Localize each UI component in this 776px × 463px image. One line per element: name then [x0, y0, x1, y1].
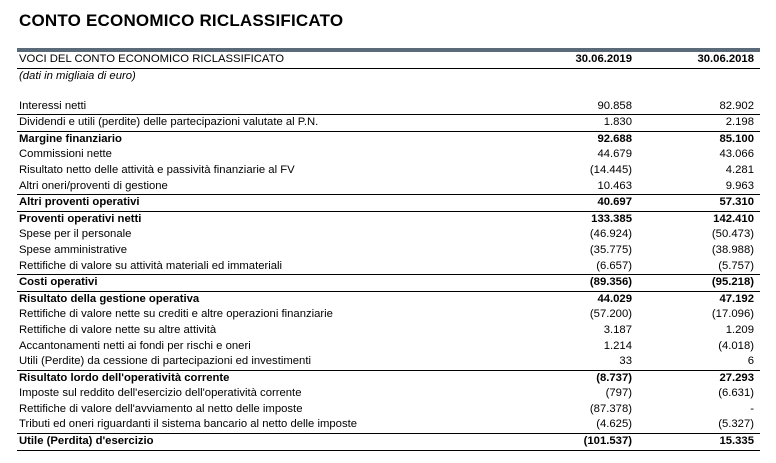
row-label: Rettifiche di valore su attività materiali ed immateriali	[19, 259, 283, 272]
row-value-2019: (101.537)	[583, 435, 632, 448]
table-row	[17, 417, 760, 434]
row-label: Spese per il personale	[19, 228, 132, 241]
table-row-total	[17, 195, 760, 212]
row-value-2018: 1.209	[725, 323, 754, 336]
row-label: Commissioni nette	[19, 148, 112, 161]
row-label: Imposte sul reddito dell'esercizio dell'operatività corrente	[19, 387, 302, 400]
row-value-2019: (57.200)	[589, 308, 632, 321]
row-value-2019: (6.657)	[596, 259, 632, 272]
row-value-2018: 47.192	[719, 292, 754, 305]
row-value-2019: 1.214	[603, 339, 632, 352]
row-value-2018: (38.988)	[711, 243, 754, 256]
row-label: Rettifiche di valore dell'avviamento al netto delle imposte	[19, 402, 303, 415]
table-row	[17, 307, 760, 323]
row-value-2019: 90.858	[597, 99, 632, 112]
table-row	[17, 339, 760, 355]
table-row	[17, 179, 760, 196]
row-value-2018: 4.281	[725, 163, 754, 176]
row-label: Rettifiche di valore nette su crediti e altre operazioni finanziarie	[19, 308, 333, 321]
row-label: Proventi operativi netti	[19, 212, 142, 225]
row-label: Spese amministrative	[19, 243, 127, 256]
table-row	[17, 323, 760, 339]
row-value-2019: (35.775)	[589, 243, 632, 256]
row-value-2018: 6	[747, 355, 754, 368]
header-col-2018: 30.06.2018	[697, 53, 754, 65]
row-label: Risultato della gestione operativa	[19, 292, 200, 305]
row-value-2019: (46.924)	[589, 228, 632, 241]
row-label: Risultato lordo dell'operatività corrente	[19, 371, 230, 384]
table-row-total	[17, 292, 760, 308]
row-value-2018: (6.631)	[718, 387, 754, 400]
row-value-2019: 33	[619, 355, 632, 368]
row-label: Altri proventi operativi	[19, 196, 140, 209]
row-value-2018: (4.018)	[718, 339, 754, 352]
row-label: Rettifiche di valore nette su altre attività	[19, 323, 217, 336]
row-label: Altri oneri/proventi di gestione	[19, 179, 168, 192]
row-label: Interessi netti	[19, 99, 87, 112]
table-row	[17, 386, 760, 402]
unit-note-row	[17, 69, 760, 83]
row-value-2019: (8.737)	[596, 371, 632, 384]
row-value-2019: (797)	[605, 387, 632, 400]
row-value-2019: (4.625)	[596, 418, 632, 431]
table-row-total	[17, 434, 760, 451]
row-value-2018: (5.327)	[718, 418, 754, 431]
table-row	[17, 259, 760, 276]
row-value-2018: 43.066	[719, 148, 754, 161]
unit-note: (dati in migliaia di euro)	[19, 69, 136, 82]
row-value-2018: 142.410	[713, 212, 754, 225]
row-value-2019: 40.697	[597, 196, 632, 209]
row-value-2018: 9.963	[725, 179, 754, 192]
table-row	[17, 163, 760, 179]
row-value-2018: (5.757)	[718, 259, 754, 272]
row-value-2018: 82.902	[719, 99, 754, 112]
row-value-2019: (87.378)	[589, 402, 632, 415]
table-row-total	[17, 212, 760, 228]
row-value-2018: 2.198	[725, 116, 754, 129]
row-value-2018: (17.096)	[711, 308, 754, 321]
row-value-2019: 44.679	[597, 148, 632, 161]
row-label: Dividendi e utili (perdite) delle partecipazioni valutate al P.N.	[19, 116, 319, 129]
table-row	[17, 99, 760, 116]
row-value-2018: 57.310	[719, 196, 754, 209]
page-title: CONTO ECONOMICO RICLASSIFICATO	[19, 11, 344, 30]
header-label: VOCI DEL CONTO ECONOMICO RICLASSIFICATO	[19, 53, 285, 65]
row-value-2019: 1.830	[603, 116, 632, 129]
row-label: Costi operativi	[19, 276, 98, 289]
header-col-2019: 30.06.2019	[575, 53, 632, 65]
row-value-2018: 15.335	[719, 435, 754, 448]
row-value-2019: 133.385	[591, 212, 632, 225]
row-value-2018: 27.293	[719, 371, 754, 384]
table-row	[17, 243, 760, 259]
row-label: Utile (Perdita) d'esercizio	[19, 435, 154, 448]
spacer	[17, 83, 760, 99]
row-value-2018: (50.473)	[711, 228, 754, 241]
row-value-2019: 10.463	[597, 179, 632, 192]
row-value-2018: -	[750, 402, 754, 415]
row-value-2019: 92.688	[597, 132, 632, 145]
row-value-2018: 85.100	[719, 132, 754, 145]
table-row	[17, 354, 760, 371]
table-row-total	[17, 275, 760, 292]
table-row	[17, 402, 760, 418]
row-label: Utili (Perdite) da cessione di partecipazioni ed investimenti	[19, 355, 311, 368]
row-value-2019: 3.187	[603, 323, 632, 336]
table-row-total	[17, 132, 760, 148]
table-row	[17, 147, 760, 163]
row-label: Margine finanziario	[19, 132, 122, 145]
table-row	[17, 227, 760, 243]
row-label: Risultato netto delle attività e passività finanziarie al FV	[19, 163, 295, 176]
row-value-2019: (89.356)	[589, 276, 632, 289]
row-value-2019: (14.445)	[589, 163, 632, 176]
table-row	[17, 115, 760, 132]
table-header-row	[17, 52, 760, 69]
table-row-total	[17, 371, 760, 387]
income-statement-table	[17, 48, 760, 451]
row-label: Accantonamenti netti ai fondi per rischi e oneri	[19, 339, 251, 352]
row-value-2018: (95.218)	[711, 276, 754, 289]
row-value-2019: 44.029	[597, 292, 632, 305]
row-label: Tributi ed oneri riguardanti il sistema bancario al netto delle imposte	[19, 418, 358, 431]
